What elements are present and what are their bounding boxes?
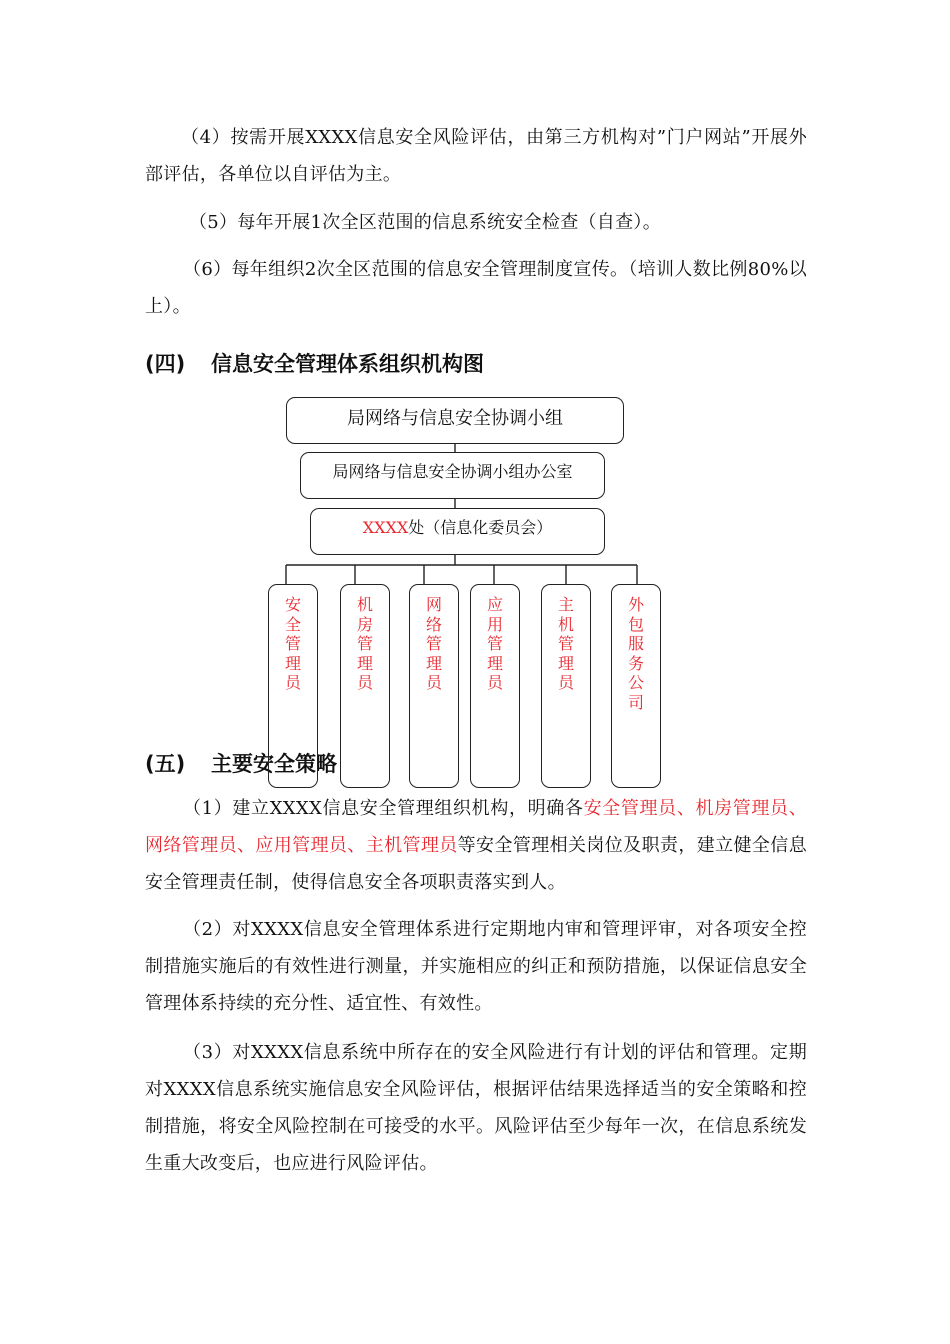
section-heading-4 <box>145 348 484 378</box>
org-role-label: 主机管理员 <box>558 595 575 693</box>
org-box-department <box>310 508 605 555</box>
org-role-label: 外包服务公司 <box>628 595 645 712</box>
policy-paragraph-1 <box>145 790 807 901</box>
policy-paragraph-2: （2）对XXXX信息安全管理体系进行定期地内审和管理评审，对各项安全控制措施实施后的有效性进行测量，并实施相应的纠正和预防措施，以保证信息安全管理体系持续的充分性、适宜性、有效性。 <box>145 919 807 1014</box>
org-role-security-admin <box>268 584 318 788</box>
org-box-label: 局网络与信息安全协调小组 <box>347 408 563 429</box>
org-role-application-admin <box>470 584 520 788</box>
org-role-host-admin <box>541 584 591 788</box>
org-box-coordination-office <box>300 452 605 499</box>
policy-text-highlight: 安全管理员、机房管理员、网络管理员、应用管理员、主机管理员 <box>145 798 808 856</box>
org-box-label: 局网络与信息安全协调小组办公室 <box>332 462 573 481</box>
org-role-label: 网络管理员 <box>426 595 443 693</box>
org-role-label: 机房管理员 <box>357 595 374 693</box>
section-title: 信息安全管理体系组织机构图 <box>211 352 484 376</box>
org-role-outsourcing-company <box>611 584 661 788</box>
policy-paragraph-3: （3）对XXXX信息系统中所存在的安全风险进行有计划的评估和管理。定期对XXXX信息系统实施信息安全风险评估，根据评估结果选择适当的安全策略和控制措施，将安全风险控制在可接受的水平。风险评估至少每年一次，在信息系统发生重大改变后，也应进行风险评估。 <box>145 1042 807 1174</box>
section-number: (五) <box>145 752 186 776</box>
policy-text: 等安全管理相关岗位及职责，建立健全信息安全管理责任制，使得信息安全各项职责落实到人。 <box>145 835 807 893</box>
org-box-label-highlight: XXXX <box>362 518 409 537</box>
org-box-coordination-group <box>286 397 624 444</box>
org-role-label: 应用管理员 <box>487 595 504 693</box>
section-title: 主要安全策略 <box>211 752 337 776</box>
paragraph-item-6: （6）每年组织2次全区范围的信息安全管理制度宣传。（培训人数比例80%以上）。 <box>145 259 807 317</box>
org-box-label: 处（信息化委员会） <box>408 518 553 537</box>
section-number: (四) <box>145 352 186 376</box>
org-role-network-admin <box>409 584 459 788</box>
org-role-label: 安全管理员 <box>285 595 302 693</box>
paragraph-item-5: （5）每年开展1次全区范围的信息系统安全检查（自查）。 <box>189 212 662 233</box>
org-role-machine-room-admin <box>340 584 390 788</box>
paragraph-item-4: （4）按需开展XXXX信息安全风险评估，由第三方机构对”门户网站”开展外部评估，各单位以自评估为主。 <box>145 127 807 185</box>
policy-text: （1）建立XXXX信息安全管理组织机构，明确各 <box>183 798 584 819</box>
